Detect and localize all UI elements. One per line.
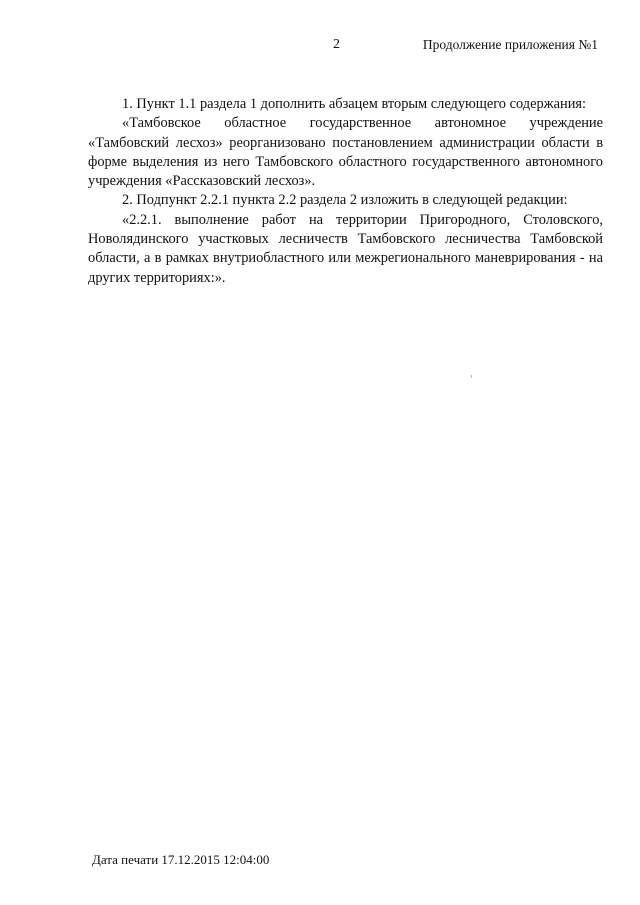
paragraph-4: «2.2.1. выполнение работ на территории Пригородного, Столовского, Новолядинского участковых лесничеств Тамбовского лесничества Тамбовской области, а в рамках внутриобластного или межрегионального маневрирования - на других территориях:». xyxy=(88,211,603,286)
print-date: Дата печати 17.12.2015 12:04:00 xyxy=(92,852,270,867)
page-number: 2 xyxy=(333,37,340,52)
paragraph-3: 2. Подпункт 2.2.1 пункта 2.2 раздела 2 изложить в следующей редакции: xyxy=(122,192,568,209)
header-note: Продолжение приложения №1 xyxy=(422,37,598,52)
scan-speck xyxy=(471,375,472,378)
document-body xyxy=(88,95,603,288)
paragraph-2: «Тамбовское областное государственное автономное учреждение «Тамбовский лесхоз» реорганизовано постановлением администрации области в форме выделения из него Тамбовского областного государственного автономного учреждения «Рассказовский лесхоз». xyxy=(88,115,603,190)
paragraph-1: 1. Пункт 1.1 раздела 1 дополнить абзацем вторым следующего содержания: xyxy=(122,96,587,112)
